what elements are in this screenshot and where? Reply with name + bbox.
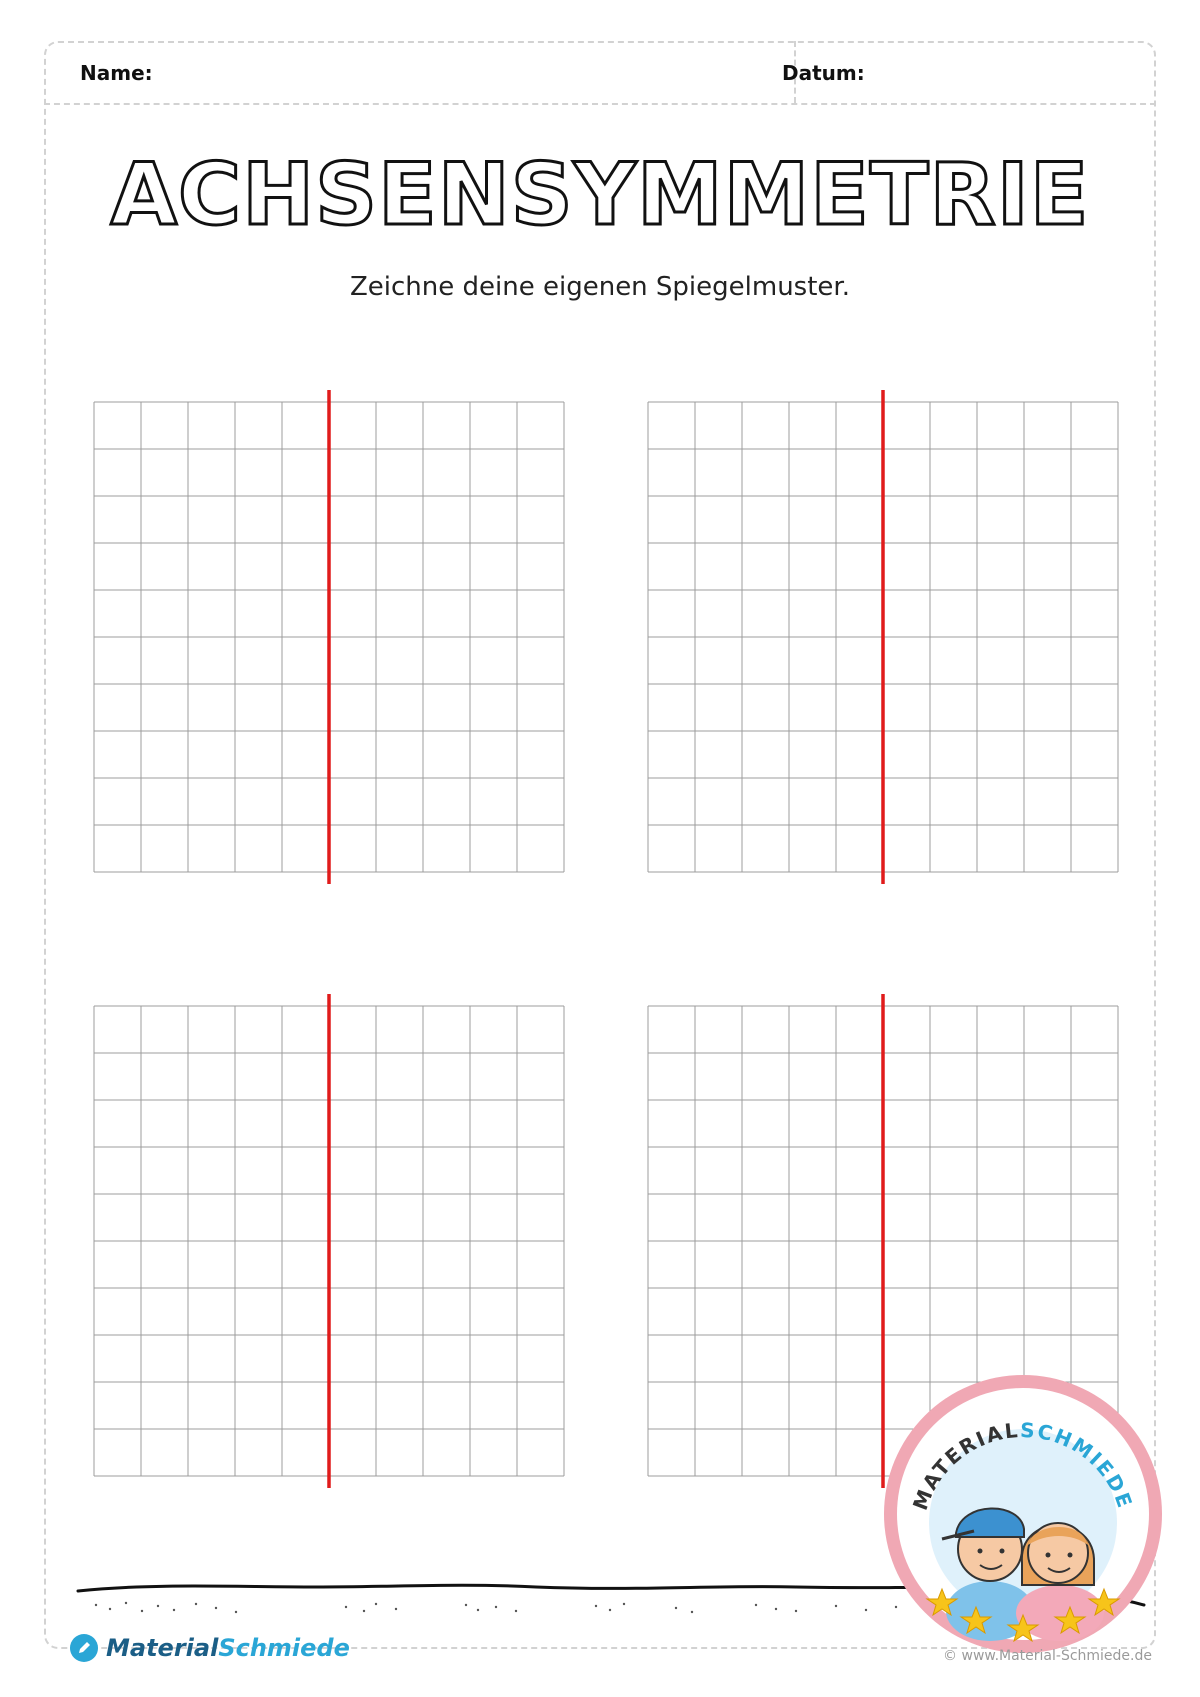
copyright-notice: © www.Material-Schmiede.de — [943, 1648, 1152, 1664]
name-label: Name: — [80, 61, 153, 85]
pencil-icon — [70, 1634, 98, 1662]
svg-text:MATERIALSCHMIEDE: MATERIALSCHMIEDE — [907, 1417, 1138, 1514]
mirror-grid-bottom-left[interactable] — [94, 1006, 564, 1476]
ground-speckles — [95, 1602, 897, 1613]
grid-lines — [94, 1006, 564, 1476]
grid-lines — [94, 402, 564, 872]
mirror-grid-top-left[interactable] — [94, 402, 564, 872]
brand-name: MaterialSchmiede — [106, 1634, 350, 1662]
brand-logo — [70, 1630, 350, 1666]
date-label: Datum: — [782, 61, 865, 85]
grid-lines — [648, 402, 1118, 872]
worksheet-title: ACHSENSYMMETRIE — [110, 145, 1090, 245]
header-fields — [44, 41, 1156, 105]
worksheet-instruction: Zeichne deine eigenen Spiegelmuster. — [349, 272, 850, 302]
mirror-grid-top-right[interactable] — [648, 402, 1118, 872]
materialschmiede-badge-logo — [882, 1373, 1164, 1655]
